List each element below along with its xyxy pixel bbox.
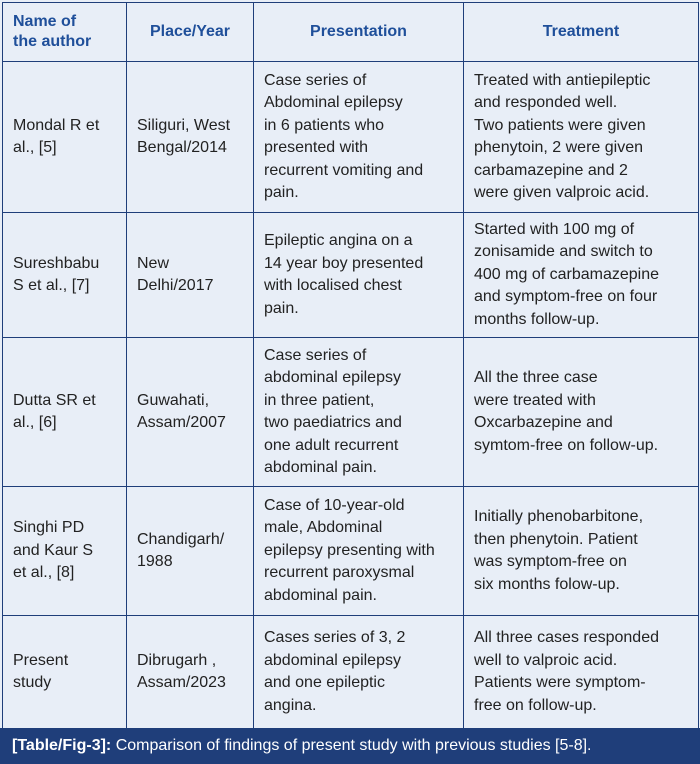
cell-treatment: All the three case were treated with Oxcarbazepine and symtom-free on follow-up.	[464, 338, 699, 487]
cell-place-year: New Delhi/2017	[127, 213, 254, 338]
cell-presentation: Case series of Abdominal epilepsy in 6 patients who presented with recurrent vomiting and pain.	[254, 62, 464, 213]
header-presentation: Presentation	[254, 3, 464, 62]
table-row	[3, 487, 699, 616]
cell-treatment: All three cases responded well to valproic acid. Patients were symptom- free on follow-up.	[464, 616, 699, 729]
cell-presentation: Case series of abdominal epilepsy in three patient, two paediatrics and one adult recurrent abdominal pain.	[254, 338, 464, 487]
table-row	[3, 616, 699, 729]
cell-author: Mondal R et al., [5]	[3, 62, 127, 213]
cell-treatment: Treated with antiepileptic and responded well. Two patients were given phenytoin, 2 were given carbamazepine and 2 were given valproic acid.	[464, 62, 699, 213]
table-row	[3, 62, 699, 213]
table-row	[3, 213, 699, 338]
header-author: Name of the author	[3, 3, 127, 62]
header-treatment: Treatment	[464, 3, 699, 62]
cell-place-year: Guwahati, Assam/2007	[127, 338, 254, 487]
table-row	[3, 338, 699, 487]
cell-presentation: Cases series of 3, 2 abdominal epilepsy and one epileptic angina.	[254, 616, 464, 729]
cell-presentation: Case of 10-year-old male, Abdominal epilepsy presenting with recurrent paroxysmal abdominal pain.	[254, 487, 464, 616]
cell-author: Sureshbabu S et al., [7]	[3, 213, 127, 338]
table-caption	[0, 728, 700, 764]
cell-author: Present study	[3, 616, 127, 729]
cell-place-year: Chandigarh/ 1988	[127, 487, 254, 616]
cell-treatment: Initially phenobarbitone, then phenytoin. Patient was symptom-free on six months folow-up.	[464, 487, 699, 616]
comparison-table	[2, 2, 699, 729]
cell-presentation: Epileptic angina on a 14 year boy presented with localised chest pain.	[254, 213, 464, 338]
caption-text: Comparison of findings of present study with previous studies [5-8].	[115, 737, 592, 754]
header-row	[3, 3, 699, 62]
cell-place-year: Siliguri, West Bengal/2014	[127, 62, 254, 213]
cell-author: Singhi PD and Kaur S et al., [8]	[3, 487, 127, 616]
header-place-year: Place/Year	[127, 3, 254, 62]
cell-place-year: Dibrugarh , Assam/2023	[127, 616, 254, 729]
cell-treatment: Started with 100 mg of zonisamide and switch to 400 mg of carbamazepine and symptom-free on four months follow-up.	[464, 213, 699, 338]
caption-label: [Table/Fig-3]:	[12, 737, 112, 754]
cell-author: Dutta SR et al., [6]	[3, 338, 127, 487]
